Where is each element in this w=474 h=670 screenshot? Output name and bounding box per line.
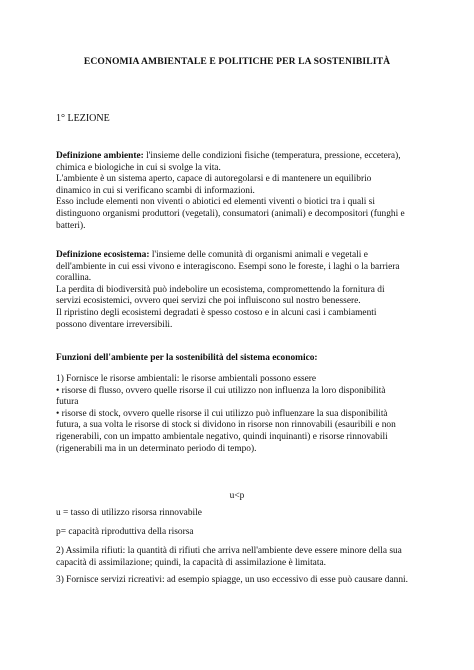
paragraph-line: La perdita di biodiversità può indebolire un ecosistema, compromettendo la fornitura di bbox=[56, 284, 385, 295]
paragraph-line: rigenerabili, con un impatto ambientale negativo, quindi inquinanti) e risorse rinnovabili bbox=[56, 431, 388, 442]
paragraph-line: corallina. bbox=[56, 273, 92, 284]
p-definition: p= capacità riproduttiva della risorsa bbox=[56, 527, 194, 537]
paragraph-line: Il ripristino degli ecosistemi degradati è spesso costoso e in alcuni casi i cambiamenti bbox=[56, 307, 377, 318]
paragraph-line: 1) Fornisce le risorse ambientali: le risorse ambientali possono essere bbox=[56, 374, 317, 384]
paragraph-line: batteri). bbox=[56, 220, 86, 231]
paragraph-line: Definizione ambiente: l'insieme delle condizioni fisiche (temperatura, pressione, eccetera), bbox=[56, 151, 401, 161]
lesson-heading: 1° LEZIONE bbox=[56, 113, 110, 124]
funzioni-paragraph bbox=[56, 374, 424, 455]
paragraph-line: dinamico in cui si verificano scambi di informazioni. bbox=[56, 185, 255, 196]
paragraph-line: futura, a sua volta le risorse di stock si dividono in risorse non rinnovabili (esauribili e non bbox=[56, 420, 396, 431]
paragraph-line: (rigenerabili ma in un determinato periodo di tempo). bbox=[56, 443, 257, 454]
paragraph-line: • risorse di stock, ovvero quelle risorse il cui utilizzo può influenzare la sua disponibilità bbox=[56, 408, 388, 419]
point-2-paragraph bbox=[56, 546, 424, 569]
paragraph-line: futura bbox=[56, 397, 79, 408]
u-definition: u = tasso di utilizzo risorsa rinnovabile bbox=[56, 508, 202, 518]
paragraph-line: 2) Assimila rifiuti: la quantità di rifiuti che arriva nell'ambiente deve essere minore della sua bbox=[56, 546, 402, 556]
definition-ambiente-label: Definizione ambiente: bbox=[56, 151, 144, 161]
paragraph-line: L'ambiente è un sistema aperto, capace di autoregolarsi e di mantenere un equilibrio bbox=[56, 174, 372, 185]
formula-line: u<p bbox=[229, 491, 245, 501]
paragraph-line: distinguono organismi produttori (vegetali), consumatori (animali) e decompositori (funghi e bbox=[56, 208, 405, 219]
paragraph-line: capacità di assimilazione; quindi, la capacità di assimilazione è limitata. bbox=[56, 557, 326, 568]
paragraph-line: Definizione ecosistema: l'insieme delle comunità di organismi animali e vegetali e bbox=[56, 250, 368, 260]
document-title: ECONOMIA AMBIENTALE E POLITICHE PER LA SOSTENIBILITÀ bbox=[83, 56, 391, 67]
paragraph-line: servizi ecosistemici, ovvero quei servizi che poi influiscono sul nostro benessere. bbox=[56, 296, 361, 307]
point-3-paragraph: 3) Fornisce servizi ricreativi: ad esempio spiagge, un uso eccessivo di esse può causare danni. bbox=[56, 575, 408, 585]
paragraph-line: • risorse di flusso, ovvero quelle risorse il cui utilizzo non influenza la loro disponibilità bbox=[56, 385, 386, 396]
paragraph-line: chimica e biologiche in cui si svolge la vita. bbox=[56, 162, 221, 173]
paragraph-line: dell'ambiente in cui essi vivono e interagiscono. Esempi sono le foreste, i laghi o la barriera bbox=[56, 261, 400, 272]
funzioni-heading: Funzioni dell'ambiente per la sostenibilità del sistema economico: bbox=[56, 353, 318, 363]
definition-ecosistema-label: Definizione ecosistema: bbox=[56, 250, 150, 260]
definition-ambiente-paragraph bbox=[56, 151, 424, 232]
paragraph-line: Esso include elementi non viventi o abiotici ed elementi viventi o biotici tra i quali si bbox=[56, 197, 375, 208]
definition-ecosistema-paragraph bbox=[56, 250, 424, 331]
paragraph-line: possono diventare irreversibili. bbox=[56, 319, 173, 330]
